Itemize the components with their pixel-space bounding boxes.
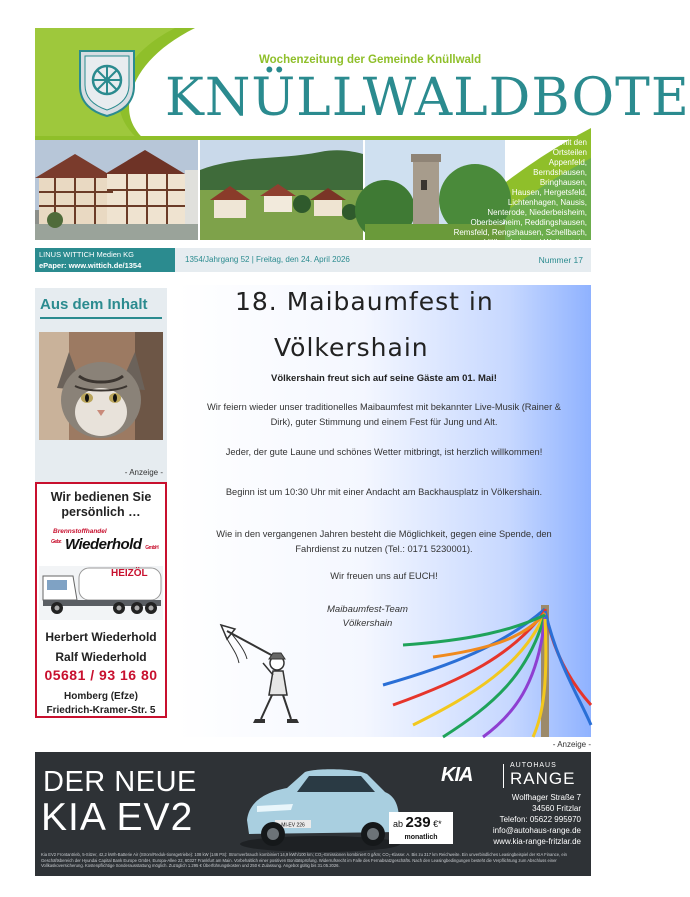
ad-city: Homberg (Efze)	[64, 691, 138, 702]
contact-name-2: Ralf Wiederhold	[55, 650, 147, 664]
cat-photo	[39, 332, 163, 440]
kia-fineprint: Kia EV2 Frontantrieb, 5-Sitzer, 42,2 kWh-Batterie Air (Strom/Reduk-tionsgetriebe): 108 kW (146 PS): Stromverbrauch kombiniert 14,9 kWh/100 km; CO₂-Emissionen kombiniert 0 g/km; CO₂-Klasse: A. Bis zu 317 km Reichweite. Ein unverbindliches Leasingbeispiel der KIA Finance, ein Geschäftsbereich der Hyundai Capital Bank Europe GmbH, Europa-Allee 22, 60327 Frankfurt am Main. Vorbehaltlich einer positiven Bonitätsprüfung. Widerrufsrecht im Falle des Fernabsatzgeschäfts. Nach den Leasingbedingungen besteht die Verpflichtung zum Abschluss einer Vollkaskoversicherung. Kostenpflichtige Sonderausstattung möglich. Zuzüglich 1.295 € Überführungskosten und 250 € Zulassung. Angebot gültig bis 31.05.2026.	[41, 852, 567, 868]
address-phone[interactable]: Telefon: 05622 995970	[499, 815, 581, 824]
district-line: Berndshausen,	[533, 168, 587, 177]
license-plate: MI-EV 226	[281, 822, 305, 829]
maypole-carrier-illustration-icon	[217, 623, 307, 733]
district-line: Nenterode, Niederbeisheim,	[487, 208, 587, 217]
district-line: Hausen, Hergetsfeld,	[511, 188, 587, 197]
contents-divider	[40, 317, 162, 319]
ad-phone-number[interactable]: 05681 / 93 16 80	[44, 667, 158, 683]
district-line: Bringhausen,	[539, 178, 587, 187]
price-prefix: ab	[393, 819, 404, 829]
logo-divider	[503, 764, 504, 788]
poster-paragraph: Jeder, der gute Laune und schönes Wetter mitbringt, ist herzlich willkommen!	[225, 447, 543, 457]
publisher-box	[35, 248, 175, 272]
kia-headline-1: DER NEUE	[43, 766, 197, 798]
districts-list	[407, 138, 587, 248]
ad-brand-prefix: Gebr.	[51, 539, 62, 545]
ad-brand-small: Brennstoffhandel	[53, 528, 107, 535]
address-email[interactable]: info@autohaus-range.de	[492, 826, 581, 835]
ad-headline: Wir bedienen Sie persönlich …	[50, 490, 152, 519]
maibaumfest-poster	[177, 285, 591, 737]
poster-title-line-2: Völkershain	[274, 333, 429, 362]
poster-paragraph: Wie in den vergangenen Jahren besteht die Möglichkeit, gegen eine Spende, den Fahrdienst zu nutzen (Tel.: 0171 5230001).	[216, 529, 552, 554]
newspaper-title: KNÜLLWALDBOTE	[165, 68, 690, 128]
ad-street: Friedrich-Kramer-Str. 5	[46, 705, 156, 716]
photo-village-landscape	[200, 140, 363, 240]
address-website[interactable]: www.kia-range-fritzlar.de	[493, 837, 581, 846]
dealer-name: RANGE	[510, 769, 576, 788]
epaper-link[interactable]: ePaper: www.wittich.de/1354	[39, 261, 142, 270]
dealer-address	[493, 792, 581, 847]
team-line-2: Völkershain	[342, 618, 393, 629]
ad-label: - Anzeige -	[124, 468, 163, 477]
ad-label: - Anzeige -	[552, 740, 591, 749]
publisher-name: LINUS WITTICH Medien KG	[39, 250, 135, 259]
price-badge	[389, 812, 453, 844]
masthead	[35, 28, 690, 247]
kia-ev2-car-icon	[235, 758, 405, 854]
price-value: 239	[405, 814, 431, 831]
district-line: Oberbeisheim, Reddingshausen,	[470, 218, 587, 227]
district-line: Lichtenhagen, Nausis,	[507, 198, 587, 207]
poster-subtitle: Völkershain freut sich auf seine Gäste am 01. Mai!	[271, 373, 497, 384]
district-line: Völkershain und Wallenstein.	[484, 238, 587, 247]
municipality-crest-icon	[77, 48, 137, 118]
district-line: Ortsteilen	[552, 148, 587, 157]
district-line: mit den	[560, 138, 587, 147]
poster-paragraph: Wir freuen uns auf EUCH!	[330, 571, 438, 581]
kia-headline-2: KIA EV2	[41, 796, 194, 839]
contact-name-1: Herbert Wiederhold	[45, 630, 157, 644]
maypole-ribbons-illustration	[373, 585, 591, 737]
poster-paragraph: Beginn ist um 10:30 Uhr mit einer Andacht am Backhausplatz in Völkershain.	[225, 487, 543, 497]
poster-title-line-1: 18. Maibaumfest in	[235, 287, 494, 316]
team-line-1: Maibaumfest-Team	[327, 604, 408, 615]
issue-number: Nummer 17	[538, 255, 583, 265]
address-line: Wolfhager Straße 7	[511, 793, 581, 802]
wiederhold-ad[interactable]	[35, 482, 167, 718]
photo-half-timbered-building	[35, 140, 198, 240]
district-line: Appenfeld,	[548, 158, 587, 167]
price-period: monatlich	[404, 834, 438, 841]
sidebar	[35, 288, 167, 718]
truck-label: HEIZÖL	[111, 568, 148, 579]
price-main	[393, 814, 442, 831]
issue-date: 1354/Jahrgang 52 | Freitag, den 24. April 2026	[185, 255, 350, 264]
dealer-prefix: AUTOHAUS	[510, 762, 557, 769]
ad-brand: Wiederhold	[64, 536, 142, 553]
price-currency: €*	[433, 819, 442, 829]
ad-brand-suffix: GmbH	[145, 545, 159, 551]
wiederhold-logo	[51, 536, 158, 553]
kia-logo: KIA	[441, 764, 473, 786]
district-line: Remsfeld, Rengshausen, Schellbach,	[453, 228, 587, 237]
kia-ev2-ad[interactable]	[35, 752, 591, 876]
poster-paragraph: Wir feiern wieder unser traditionelles Maibaumfest mit bekannter Live-Musik (Rainer & Dirk), guter Stimmung und einem Fest für Jung und Alt.	[207, 402, 561, 427]
newspaper-tagline: Wochenzeitung der Gemeinde Knüllwald	[259, 54, 482, 66]
issue-info-bar	[35, 248, 591, 272]
contents-heading: Aus dem Inhalt	[40, 296, 148, 313]
address-line: 34560 Fritzlar	[532, 804, 581, 813]
